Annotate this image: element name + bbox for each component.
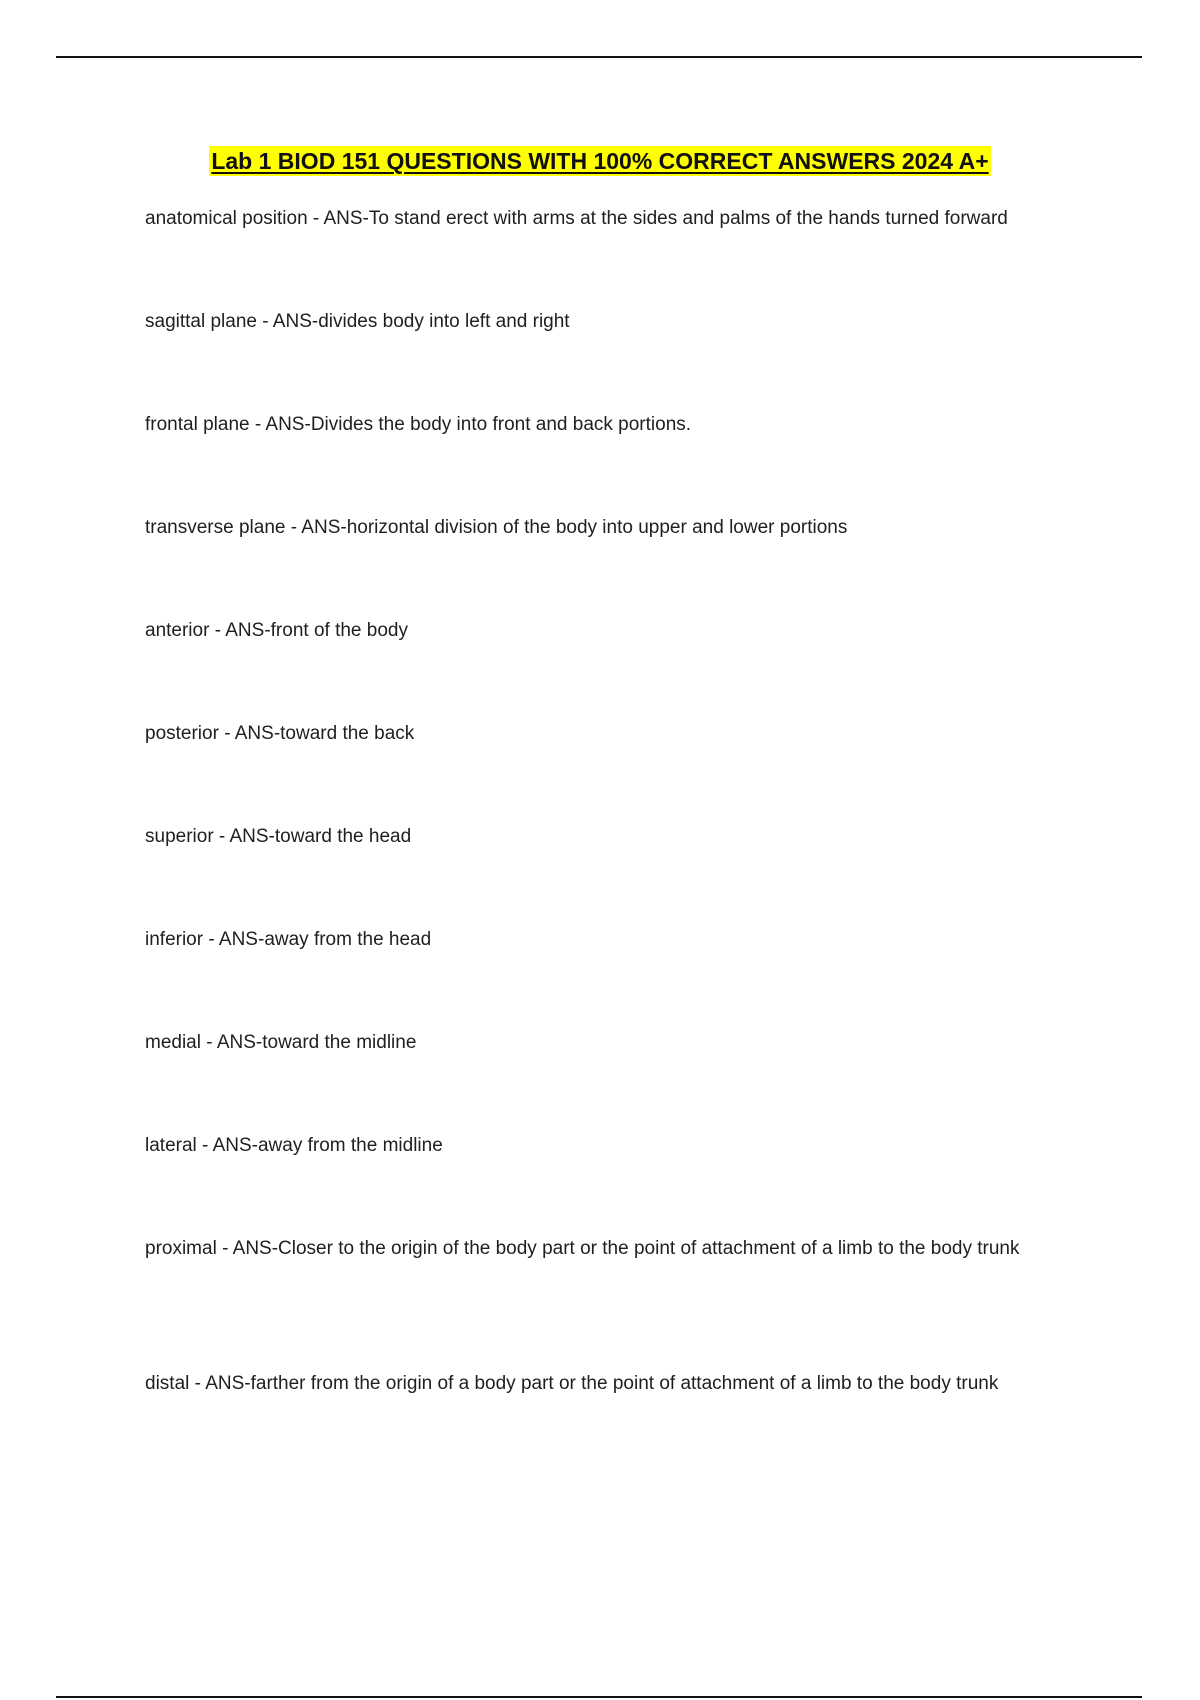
entry-term: frontal plane bbox=[145, 414, 250, 435]
entry-answer: toward the head bbox=[274, 826, 412, 847]
entry-answer: Divides the body into front and back portions. bbox=[310, 414, 692, 435]
entry-term: anatomical position bbox=[145, 208, 308, 229]
entry-answer: To stand erect with arms at the sides and palms of the hands turned forward bbox=[368, 208, 1008, 229]
entry-answer: Closer to the origin of the body part or the point of attachment of a limb to the body trunk bbox=[278, 1238, 1020, 1259]
list-item bbox=[145, 306, 1105, 338]
entry-term: proximal bbox=[145, 1238, 217, 1259]
entry-separator: - ANS- bbox=[285, 517, 347, 538]
entry-separator: - ANS- bbox=[256, 311, 319, 332]
entry-term: transverse plane bbox=[145, 517, 286, 538]
entry-term: inferior bbox=[145, 929, 204, 950]
list-item bbox=[145, 203, 1105, 235]
entry-separator: - ANS- bbox=[216, 1238, 279, 1259]
entry-answer: divides body into left and right bbox=[318, 311, 570, 332]
entry-term: posterior bbox=[145, 723, 219, 744]
entry-separator: - ANS- bbox=[196, 1135, 258, 1156]
bottom-rule bbox=[56, 1696, 1142, 1698]
list-item bbox=[145, 1130, 1105, 1162]
entry-term: medial bbox=[145, 1032, 201, 1053]
entry-answer: away from the midline bbox=[257, 1135, 443, 1156]
list-item bbox=[145, 1027, 1105, 1059]
entry-answer: away from the head bbox=[264, 929, 432, 950]
list-item bbox=[145, 409, 1105, 441]
entry-answer: front of the body bbox=[270, 620, 408, 641]
entry-separator: - ANS- bbox=[307, 208, 369, 229]
document-title: Lab 1 BIOD 151 QUESTIONS WITH 100% CORRECT ANSWERS 2024 A+ bbox=[211, 148, 989, 174]
list-item bbox=[145, 924, 1105, 956]
entry-separator: - ANS- bbox=[209, 620, 271, 641]
list-item bbox=[145, 718, 1105, 750]
entry-term: lateral bbox=[145, 1135, 197, 1156]
top-rule bbox=[56, 56, 1142, 58]
entry-separator: - ANS- bbox=[218, 723, 281, 744]
entry-separator: - ANS- bbox=[200, 1032, 263, 1053]
entry-term: sagittal plane bbox=[145, 311, 257, 332]
entry-answer: toward the back bbox=[280, 723, 415, 744]
list-item bbox=[145, 512, 1105, 544]
entry-separator: - ANS- bbox=[249, 414, 311, 435]
entry-term: distal bbox=[145, 1373, 190, 1394]
entry-answer: farther from the origin of a body part or the point of attachment of a limb to the body trunk bbox=[250, 1373, 999, 1394]
list-item bbox=[145, 615, 1105, 647]
list-item bbox=[145, 821, 1105, 853]
entry-separator: - ANS- bbox=[213, 826, 275, 847]
list-item bbox=[145, 1368, 1105, 1400]
entry-answer: horizontal division of the body into upper and lower portions bbox=[346, 517, 848, 538]
entry-term: superior bbox=[145, 826, 214, 847]
title-container bbox=[0, 146, 1200, 176]
entry-term: anterior bbox=[145, 620, 210, 641]
list-item bbox=[145, 1233, 1105, 1265]
entry-separator: - ANS- bbox=[203, 929, 265, 950]
entry-answer: toward the midline bbox=[262, 1032, 417, 1053]
entry-separator: - ANS- bbox=[189, 1373, 251, 1394]
